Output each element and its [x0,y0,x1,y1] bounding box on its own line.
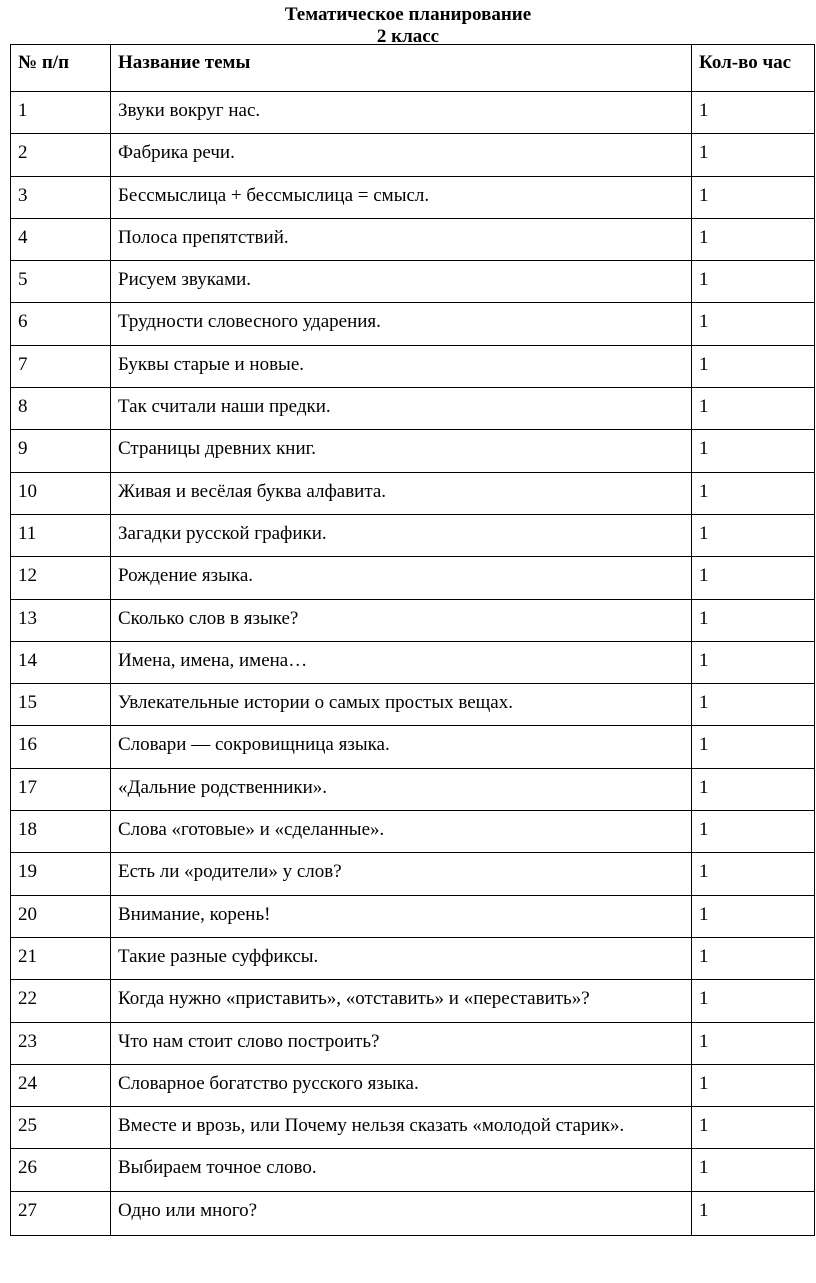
row-number: 25 [11,1107,111,1149]
row-number: 16 [11,726,111,768]
row-hours: 1 [692,261,815,303]
row-number: 6 [11,303,111,345]
row-topic: Внимание, корень! [111,895,692,937]
row-topic: «Дальние родственники». [111,768,692,810]
row-hours: 1 [692,853,815,895]
row-number: 18 [11,811,111,853]
row-topic: Увлекательные истории о самых простых вещах. [111,684,692,726]
row-hours: 1 [692,1064,815,1106]
table-row [11,472,815,514]
table-row [11,303,815,345]
row-number: 15 [11,684,111,726]
row-hours: 1 [692,1022,815,1064]
table-row [11,684,815,726]
row-hours: 1 [692,134,815,176]
row-number: 2 [11,134,111,176]
row-number: 22 [11,980,111,1022]
table-row [11,430,815,472]
table-row [11,134,815,176]
row-hours: 1 [692,811,815,853]
table-row [11,92,815,134]
row-hours: 1 [692,345,815,387]
table-row [11,261,815,303]
table-body [11,92,815,1236]
row-number: 13 [11,599,111,641]
row-number: 12 [11,557,111,599]
table-row [11,1191,815,1235]
table-row [11,176,815,218]
row-number: 3 [11,176,111,218]
row-topic: Рождение языка. [111,557,692,599]
header-number: № п/п [11,45,111,92]
header-topic: Название темы [111,45,692,92]
row-topic: Есть ли «родители» у слов? [111,853,692,895]
row-hours: 1 [692,1107,815,1149]
table-row [11,980,815,1022]
table-row [11,1107,815,1149]
table-header-row [11,45,815,92]
header-hours: Кол-во час [692,45,815,92]
row-topic: Рисуем звуками. [111,261,692,303]
row-topic: Страницы древних книг. [111,430,692,472]
document-title [0,4,816,48]
title-line-2: 2 класс [376,26,440,47]
row-hours: 1 [692,557,815,599]
row-number: 27 [11,1191,111,1235]
table-row [11,726,815,768]
row-number: 26 [11,1149,111,1191]
row-topic: Словарное богатство русского языка. [111,1064,692,1106]
row-hours: 1 [692,641,815,683]
row-topic: Когда нужно «приставить», «отставить» и «переставить»? [111,980,692,1022]
table-row [11,388,815,430]
table-row [11,345,815,387]
table-row [11,514,815,556]
table-row [11,1064,815,1106]
table-row [11,811,815,853]
row-hours: 1 [692,92,815,134]
row-topic: Трудности словесного ударения. [111,303,692,345]
table-row [11,937,815,979]
row-topic: Загадки русской графики. [111,514,692,556]
row-hours: 1 [692,684,815,726]
row-hours: 1 [692,726,815,768]
row-topic: Вместе и врозь, или Почему нельзя сказать «молодой старик». [111,1107,692,1149]
row-number: 8 [11,388,111,430]
row-topic: Словари — сокровищница языка. [111,726,692,768]
row-topic: Так считали наши предки. [111,388,692,430]
table-row [11,557,815,599]
row-number: 19 [11,853,111,895]
row-hours: 1 [692,937,815,979]
table-row [11,1022,815,1064]
row-hours: 1 [692,472,815,514]
title-line-1: Тематическое планирование [284,4,532,25]
row-number: 5 [11,261,111,303]
row-hours: 1 [692,768,815,810]
row-number: 4 [11,218,111,260]
row-number: 23 [11,1022,111,1064]
row-topic: Фабрика речи. [111,134,692,176]
table-row [11,1149,815,1191]
thematic-plan-table [10,44,815,1236]
row-topic: Живая и весёлая буква алфавита. [111,472,692,514]
table-row [11,895,815,937]
row-hours: 1 [692,514,815,556]
row-number: 20 [11,895,111,937]
table-row [11,218,815,260]
row-hours: 1 [692,303,815,345]
row-topic: Слова «готовые» и «сделанные». [111,811,692,853]
row-number: 24 [11,1064,111,1106]
row-hours: 1 [692,599,815,641]
row-number: 10 [11,472,111,514]
row-hours: 1 [692,895,815,937]
row-topic: Такие разные суффиксы. [111,937,692,979]
table-row [11,599,815,641]
row-hours: 1 [692,176,815,218]
row-number: 17 [11,768,111,810]
row-number: 7 [11,345,111,387]
row-hours: 1 [692,980,815,1022]
row-hours: 1 [692,1149,815,1191]
row-topic: Буквы старые и новые. [111,345,692,387]
row-topic: Одно или много? [111,1191,692,1235]
row-topic: Звуки вокруг нас. [111,92,692,134]
row-number: 9 [11,430,111,472]
table-row [11,641,815,683]
row-topic: Выбираем точное слово. [111,1149,692,1191]
row-hours: 1 [692,218,815,260]
row-hours: 1 [692,388,815,430]
row-topic: Имена, имена, имена… [111,641,692,683]
row-topic: Полоса препятствий. [111,218,692,260]
row-topic: Бессмыслица + бессмыслица = смысл. [111,176,692,218]
row-number: 14 [11,641,111,683]
table-row [11,853,815,895]
row-number: 21 [11,937,111,979]
row-topic: Сколько слов в языке? [111,599,692,641]
row-topic: Что нам стоит слово построить? [111,1022,692,1064]
table-row [11,768,815,810]
row-hours: 1 [692,1191,815,1235]
row-hours: 1 [692,430,815,472]
row-number: 1 [11,92,111,134]
row-number: 11 [11,514,111,556]
